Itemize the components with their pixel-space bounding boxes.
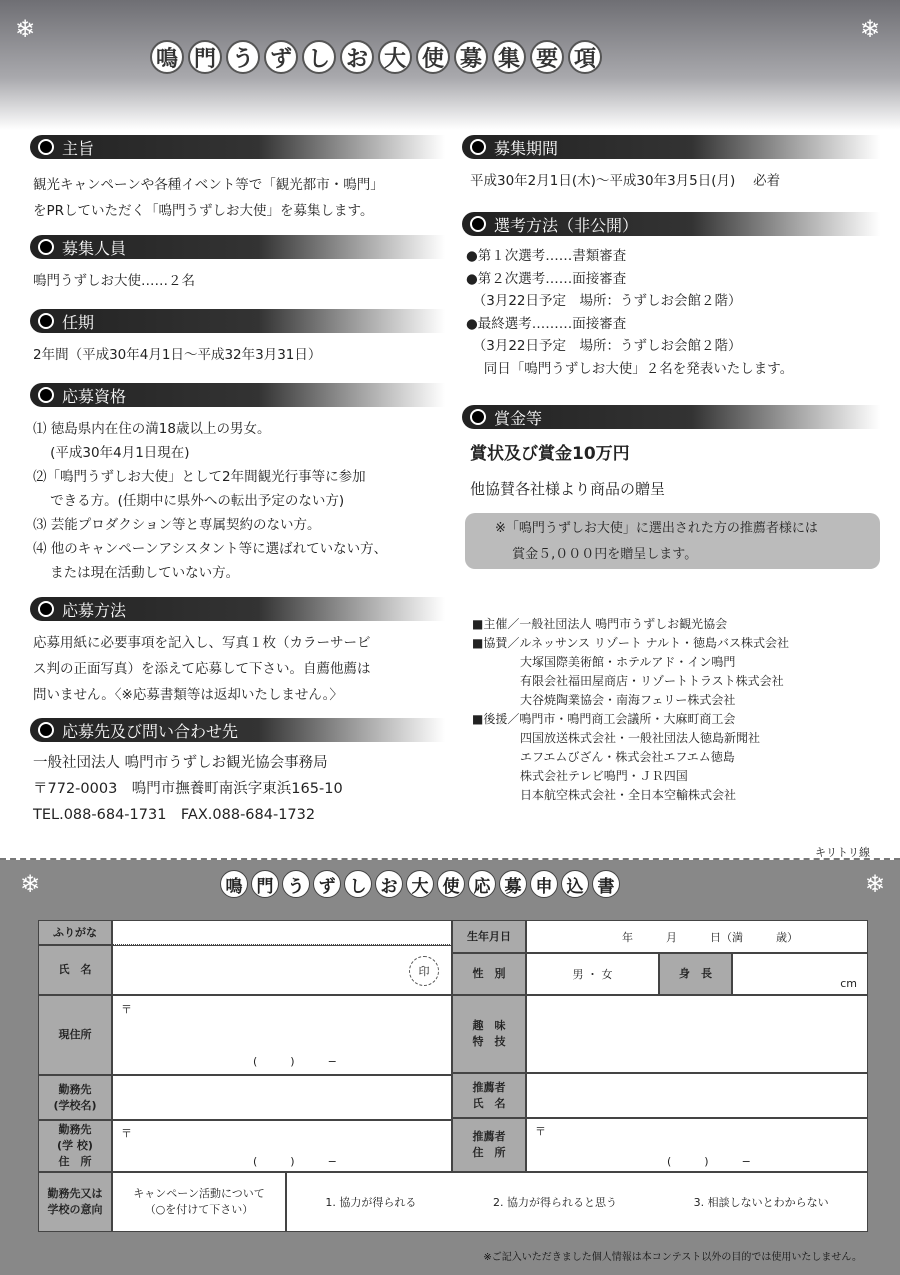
snowflake-icon: ❄ [15, 15, 36, 43]
qual-text: ⑴ 徳島県内在住の満18歳以上の男女。 (平成30年4月1日現在) ⑵「鳴門うずしお大使」として2年間観光行事等に参加 できる方。(任期中に県外への転出予定のない方) ⑶ 芸能プロダクション等と専属契約のない方。 ⑷ 他のキャンペーンアシスタント等に選ばれていない方、 または現在活動していない方。 [33, 421, 388, 581]
cut-line-label: キリトリ線 [815, 846, 870, 859]
section-period-heading [462, 135, 880, 159]
title-char: う [226, 40, 260, 74]
sponsors-list: ■主催／一般社団法人 鳴門市うずしお観光協会 ■協賛／ルネッサンス リゾート ナルト・徳島バス株式会社 大塚国際美術館・ホテルアド・イン鳴門 有限会社福田屋商店・リゾートトラスト株式会社 大谷焼陶業協会・南海フェリー株式会社 ■後援／鳴門市・鳴門商工会議所・大麻町商工会 四国放送株式会社・一般社団法人徳島新聞社 エフエムびざん・株式会社エフエム徳島 株式会社テレビ鳴門・ＪＲ四国 日本航空株式会社・全日本空輸株式会社 [472, 617, 790, 802]
count-text: 鳴門うずしお大使……２名 [33, 273, 195, 289]
method-text: 応募用紙に必要事項を記入し、写真１枚（カラーサービ ス判の正面写真）を添えて応募して下さい。自薦他薦は 問いません。〈※応募書類等は返却いたしません。〉 [33, 635, 371, 703]
form-title-char: ず [313, 870, 341, 898]
campaign-question: キャンペーン活動について （○を付けて下さい） [112, 1172, 286, 1232]
section-selection-heading [462, 212, 880, 236]
heading-text: 応募方法 [62, 600, 127, 620]
snowflake-icon: ❄ [20, 870, 41, 898]
phone-mark: ( ) − [253, 1155, 337, 1168]
option-2[interactable]: 2. 協力が得られると思う [492, 1196, 617, 1209]
section-qual-heading [30, 383, 445, 407]
title-char: 集 [492, 40, 526, 74]
term-text: 2年間（平成30年4月1日〜平成32年3月31日） [33, 347, 322, 363]
postal-mark: 〒 [121, 1003, 132, 1016]
section-term-heading [30, 309, 445, 333]
label-name: 氏 名 [38, 945, 112, 995]
furigana-field[interactable] [112, 920, 452, 945]
title-char: ず [264, 40, 298, 74]
option-3[interactable]: 3. 相談しないとわからない [693, 1196, 829, 1209]
snowflake-icon: ❄ [864, 870, 885, 898]
form-title-char: お [375, 870, 403, 898]
page-title [150, 40, 602, 74]
intent-options [286, 1172, 868, 1232]
form-title-char: 込 [561, 870, 589, 898]
cm-unit: cm [840, 977, 857, 990]
form-title [220, 870, 620, 898]
label-birthdate: 生年月日 [452, 920, 526, 953]
work-address-field[interactable] [112, 1120, 452, 1172]
recommender-name-field[interactable] [526, 1073, 868, 1118]
form-title-char: 申 [530, 870, 558, 898]
heading-text: 賞金等 [494, 408, 543, 428]
section-purpose-heading [30, 135, 445, 159]
form-title-char: 鳴 [220, 870, 248, 898]
title-char: 鳴 [150, 40, 184, 74]
section-count-heading [30, 235, 445, 259]
label-height: 身 長 [659, 953, 732, 995]
recommender-address-field[interactable] [526, 1118, 868, 1172]
birthdate-field[interactable]: 年 月 日（満 歳） [526, 920, 868, 953]
phone-mark: ( ) − [667, 1155, 751, 1168]
section-prize-heading [462, 405, 880, 429]
postal-mark: 〒 [121, 1127, 132, 1140]
heading-text: 任期 [62, 312, 95, 332]
title-char: 大 [378, 40, 412, 74]
label-address: 現住所 [38, 995, 112, 1075]
title-char: 要 [530, 40, 564, 74]
heading-text: 主旨 [62, 138, 95, 158]
label-recommender-address: 推薦者 住 所 [452, 1118, 526, 1172]
section-method-heading [30, 597, 445, 621]
label-work-address: 勤務先 (学 校) 住 所 [38, 1120, 112, 1172]
title-char: 募 [454, 40, 488, 74]
title-char: 門 [188, 40, 222, 74]
heading-text: 応募先及び問い合わせ先 [62, 721, 239, 741]
prize-main: 賞状及び賞金10万円 [470, 444, 630, 464]
sex-field[interactable]: 男 ・ 女 [526, 953, 659, 995]
name-field[interactable] [112, 945, 452, 995]
purpose-text: 観光キャンペーンや各種イベント等で「観光都市・鳴門」 をPRしていただく「鳴門うずしお大使」を募集します。 [33, 177, 384, 219]
cut-line [0, 858, 900, 860]
period-text: 平成30年2月1日(木)〜平成30年3月5日(月) 必着 [470, 173, 781, 189]
snowflake-icon: ❄ [859, 15, 880, 43]
seal-mark: 印 [409, 956, 439, 986]
form-title-char: 募 [499, 870, 527, 898]
title-char: 使 [416, 40, 450, 74]
title-char: お [340, 40, 374, 74]
selection-text: ●第１次選考……書類審査 ●第２次選考……面接審査 （3月22日予定 場所：うずしお会館２階） ●最終選考………面接審査 （3月22日予定 場所：うずしお会館２階） 同日「鳴門うずしお大使」２名を発表いたします。 [466, 248, 794, 377]
heading-text: 選考方法（非公開） [494, 215, 639, 235]
form-title-char: 応 [468, 870, 496, 898]
address-field[interactable] [112, 995, 452, 1075]
height-field[interactable] [732, 953, 868, 995]
form-title-char: 門 [251, 870, 279, 898]
label-recommender-name: 推薦者 氏 名 [452, 1073, 526, 1118]
contact-text: 一般社団法人 鳴門市うずしお観光協会事務局 〒772-0003 鳴門市撫養町南浜字東浜165-10 TEL.088-684-1731 FAX.088-684-1732 [33, 755, 343, 823]
heading-text: 募集人員 [62, 238, 127, 258]
postal-mark: 〒 [535, 1125, 546, 1138]
label-intent: 勤務先又は 学校の意向 [38, 1172, 112, 1232]
title-char: 項 [568, 40, 602, 74]
prize-note: ※「鳴門うずしお大使」に選出された方の推薦者様には 賞金５,０００円を贈呈します。 [465, 513, 880, 569]
option-1[interactable]: 1. 協力が得られる [325, 1196, 417, 1209]
section-contact-heading [30, 718, 445, 742]
form-title-char: 大 [406, 870, 434, 898]
form-title-char: 書 [592, 870, 620, 898]
label-sex: 性 別 [452, 953, 526, 995]
hobby-field[interactable] [526, 995, 868, 1073]
prize-sub: 他協賛各社様より商品の贈呈 [470, 480, 666, 498]
privacy-disclaimer: ※ご記入いただきました個人情報は本コンテスト以外の目的では使用いたしません。 [483, 1252, 862, 1263]
title-char: し [302, 40, 336, 74]
heading-text: 募集期間 [494, 138, 559, 158]
form-title-char: し [344, 870, 372, 898]
heading-text: 応募資格 [62, 386, 127, 406]
phone-mark: ( ) − [253, 1055, 337, 1068]
label-hobby: 趣 味 特 技 [452, 995, 526, 1073]
form-title-char: う [282, 870, 310, 898]
work-field[interactable] [112, 1075, 452, 1120]
form-title-char: 使 [437, 870, 465, 898]
label-work: 勤務先 (学校名) [38, 1075, 112, 1120]
label-furigana: ふりがな [38, 920, 112, 945]
